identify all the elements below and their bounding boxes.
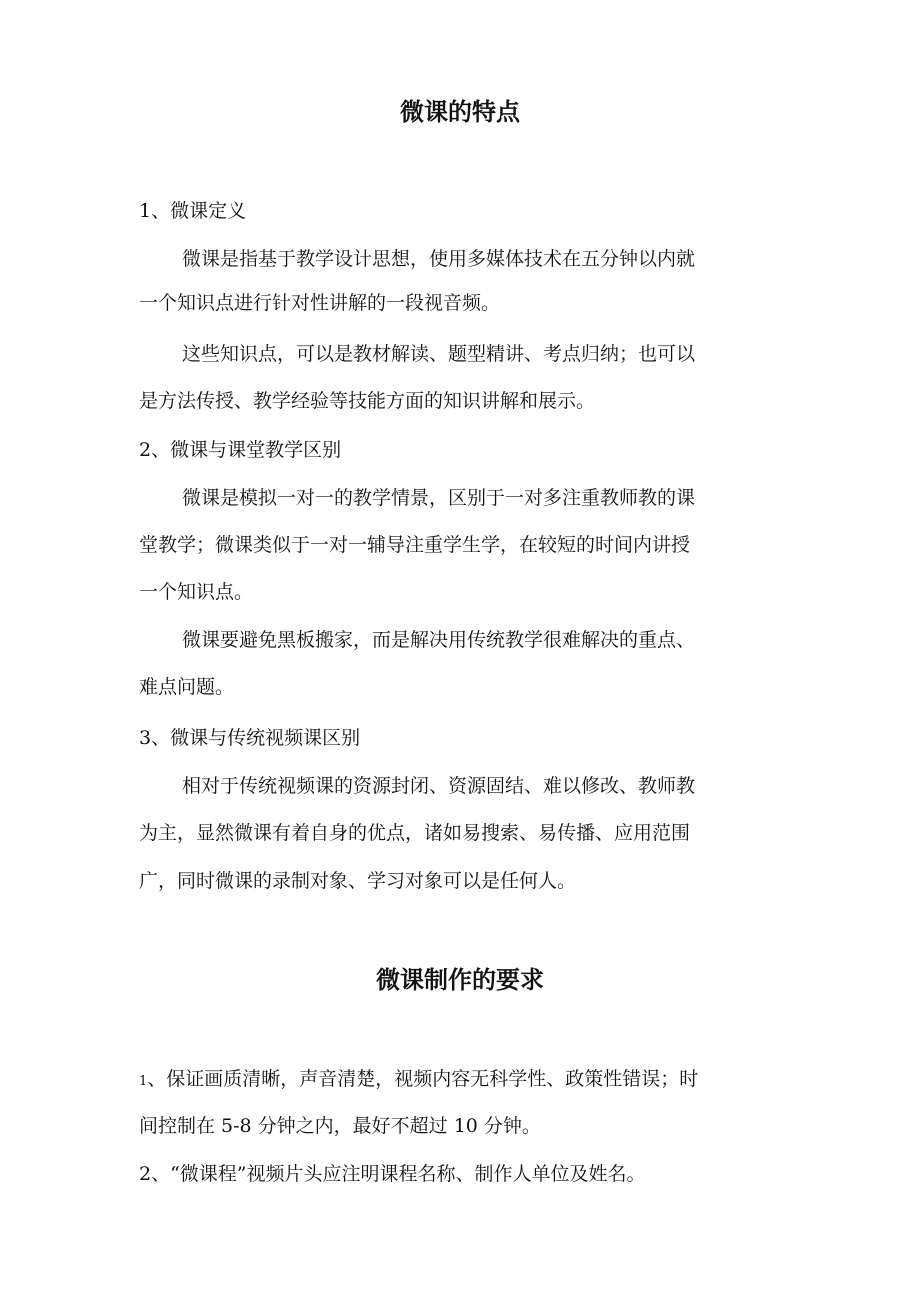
- paragraph-line: 这些知识点，可以是教材解读、题型精讲、考点归纳；也可以: [182, 343, 696, 365]
- paragraph-line: 一个知识点进行针对性讲解的一段视音频。: [139, 292, 501, 314]
- subheading-definition: 1、微课定义: [139, 200, 247, 222]
- list-item-text: 、保证画质清晰，声音清楚，视频内容无科学性、政策性错误；时: [147, 1068, 699, 1090]
- list-item-number: 1: [139, 1074, 148, 1089]
- subheading-video-difference: 3、微课与传统视频课区别: [139, 727, 361, 749]
- paragraph-line: 为主，显然微课有着自身的优点，诸如易搜索、易传播、应用范围: [139, 822, 691, 844]
- section-title-requirements: 微课制作的要求: [376, 966, 544, 994]
- paragraph-line: 广，同时微课的录制对象、学习对象可以是任何人。: [139, 870, 577, 892]
- subheading-classroom-difference: 2、微课与课堂教学区别: [139, 439, 342, 461]
- paragraph-line: 相对于传统视频课的资源封闭、资源固结、难以修改、教师教: [182, 775, 696, 797]
- paragraph-line: 是方法传授、教学经验等技能方面的知识讲解和展示。: [139, 390, 596, 412]
- list-item-2: 2、“微课程”视频片头应注明课程名称、制作人单位及姓名。: [139, 1163, 646, 1185]
- paragraph-line: 微课要避免黑板搬家，而是解决用传统教学很难解决的重点、: [182, 629, 696, 651]
- paragraph-line: 难点问题。: [139, 676, 235, 698]
- list-item-1: [139, 1066, 698, 1095]
- paragraph-line: 堂教学；微课类似于一对一辅导注重学生学，在较短的时间内讲授: [139, 534, 691, 556]
- section-title-features: 微课的特点: [400, 98, 520, 126]
- paragraph-line: 一个知识点。: [139, 581, 254, 603]
- paragraph-line: 微课是指基于教学设计思想，使用多媒体技术在五分钟以内就: [182, 248, 696, 270]
- list-item-1-continued: 间控制在 5-8 分钟之内，最好不超过 10 分钟。: [139, 1115, 541, 1137]
- paragraph-line: 微课是模拟一对一的教学情景，区别于一对多注重教师教的课: [182, 487, 696, 509]
